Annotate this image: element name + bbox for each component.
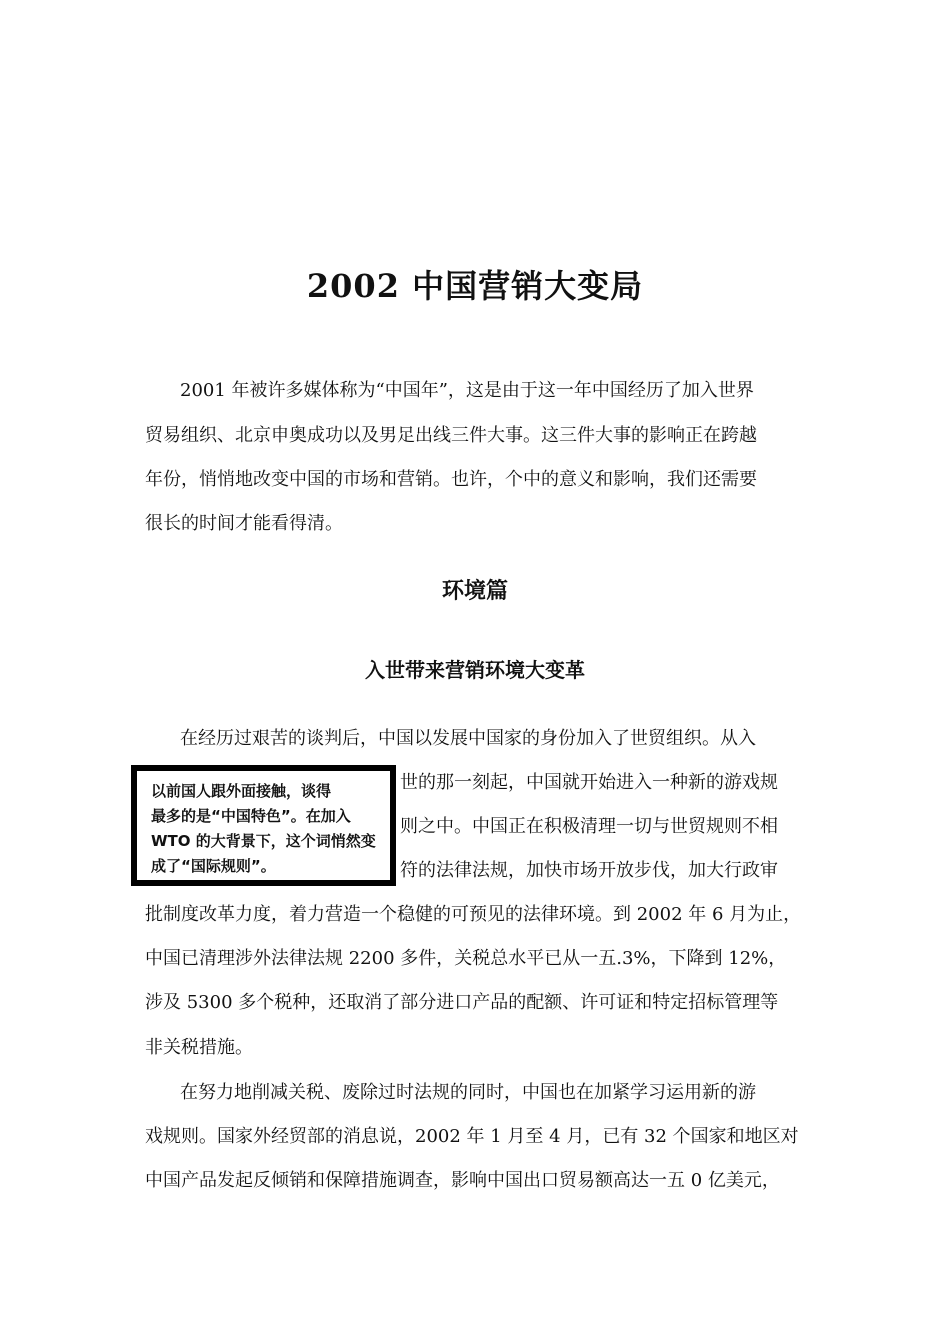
body-line: 批制度改革力度，着力营造一个稳健的可预见的法律环境。到 2002 年 6 月为止， [145, 904, 802, 925]
body-line: 戏规则。国家外经贸部的消息说，2002 年 1 月至 4 月，已有 32 个国家和地区对 [145, 1126, 799, 1147]
body-line: 非关税措施。 [145, 1037, 253, 1058]
body-line: 中国已清理涉外法律法规 2200 多件，关税总水平已从一五.3%，下降到 12%， [145, 948, 787, 969]
body-line: 符的法律法规，加快市场开放步伐，加大行政审 [400, 860, 778, 881]
body-line: 中国产品发起反倾销和保障措施调查，影响中国出口贸易额高达一五 0 亿美元， [145, 1170, 780, 1191]
pull-quote-line: 以前国人跟外面接触，谈得 [151, 782, 332, 800]
body-line: 在经历过艰苦的谈判后，中国以发展中国家的身份加入了世贸组织。从入 [180, 728, 756, 749]
body-line: 涉及 5300 多个税种，还取消了部分进口产品的配额、许可证和特定招标管理等 [145, 992, 779, 1013]
pull-quote-text [151, 779, 383, 879]
body-line: 则之中。中国正在积极清理一切与世贸规则不相 [400, 816, 778, 837]
pull-quote-line: 成了“国际规则”。 [151, 857, 276, 875]
intro-line: 很长的时间才能看得清。 [145, 513, 343, 534]
pull-quote-line: WTO 的大背景下，这个词悄然变 [151, 832, 376, 850]
intro-line: 2001 年被许多媒体称为“中国年”，这是由于这一年中国经历了加入世界 [180, 380, 754, 401]
body-line: 在努力地削减关税、废除过时法规的同时，中国也在加紧学习运用新的游 [180, 1082, 756, 1103]
document-title: 2002 中国营销大变局 [306, 267, 644, 305]
intro-line: 贸易组织、北京申奥成功以及男足出线三件大事。这三件大事的影响正在跨越 [145, 425, 757, 446]
subsection-title: 入世带来营销环境大变革 [365, 658, 585, 682]
section-title: 环境篇 [441, 579, 508, 604]
pull-quote-line: 最多的是“中国特色”。在加入 [151, 807, 351, 825]
body-line: 世的那一刻起，中国就开始进入一种新的游戏规 [400, 772, 778, 793]
intro-line: 年份，悄悄地改变中国的市场和营销。也许，个中的意义和影响，我们还需要 [145, 469, 757, 490]
pull-quote-box [131, 765, 396, 886]
